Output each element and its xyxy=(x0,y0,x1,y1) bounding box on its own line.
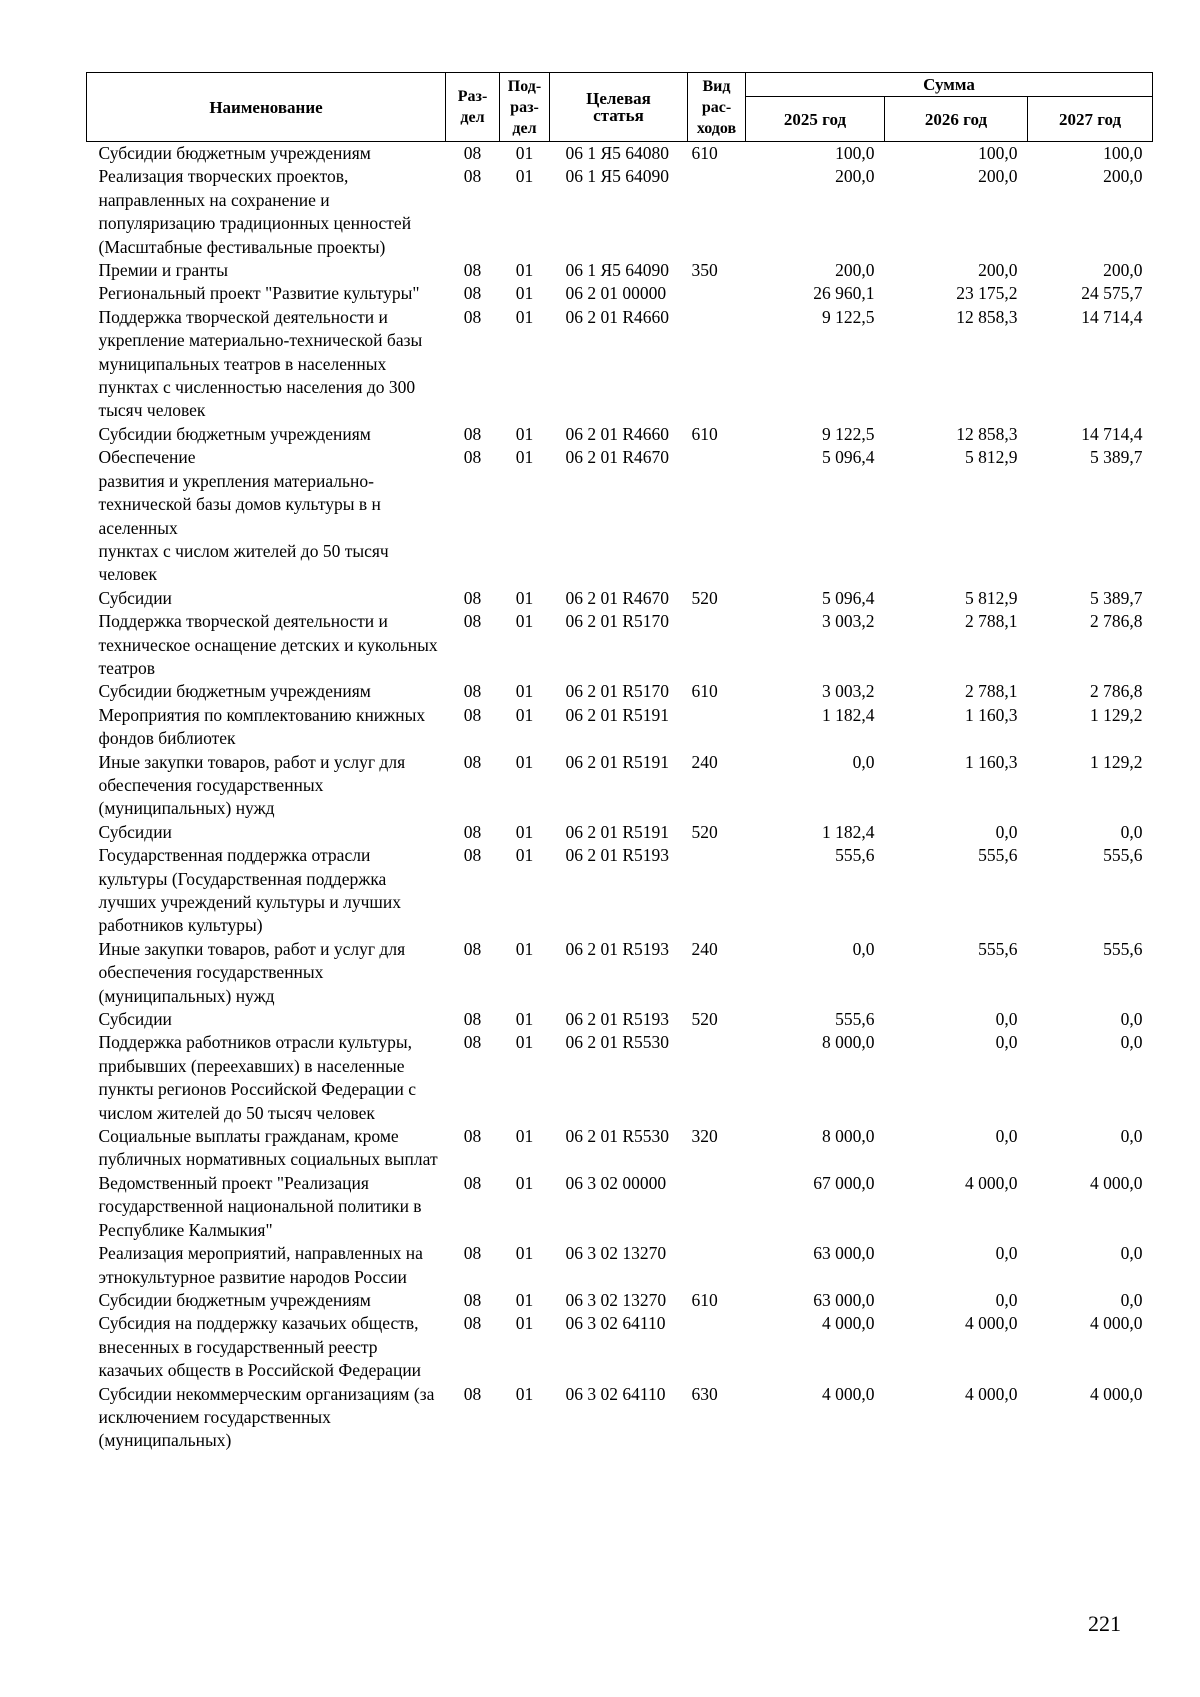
row-name-cell xyxy=(87,1383,446,1453)
row-name-line: Субсидии бюджетным учреждениям xyxy=(98,1289,371,1310)
amount-2025-cell: 100,0 xyxy=(835,143,875,163)
amount-2025-cell: 9 122,5 xyxy=(822,423,875,444)
amount-2027-cell: 100,0 xyxy=(1103,143,1143,163)
podrazdel-cell: 01 xyxy=(515,821,534,842)
amount-2027-cell: 14 714,4 xyxy=(1081,306,1143,327)
amount-2027-cell: 2 786,8 xyxy=(1090,681,1143,702)
amount-2027-cell: 4 000,0 xyxy=(1090,1383,1143,1404)
row-name-cell xyxy=(87,587,446,610)
amount-2025-cell: 4 000,0 xyxy=(822,1383,875,1404)
vid-rashodov-cell: 610 xyxy=(691,681,718,702)
table-row xyxy=(87,1008,1153,1031)
razdel-cell: 08 xyxy=(463,143,482,163)
podrazdel-cell: 01 xyxy=(515,681,534,702)
row-name-cell xyxy=(87,423,446,446)
row-name-cell xyxy=(87,1125,446,1172)
amount-2025-cell: 63 000,0 xyxy=(813,1243,875,1264)
row-name-cell xyxy=(87,1008,446,1031)
amount-2026-cell: 0,0 xyxy=(995,1009,1018,1030)
razdel-cell: 08 xyxy=(463,611,482,632)
amount-2026-cell: 200,0 xyxy=(978,166,1018,187)
row-name-line: Премии и гранты xyxy=(98,260,229,281)
amount-2027-cell: 555,6 xyxy=(1103,845,1143,866)
amount-2025-cell: 0,0 xyxy=(852,751,875,772)
amount-2026-cell: 0,0 xyxy=(995,1032,1018,1053)
vid-rashodov-cell: 320 xyxy=(691,1126,718,1147)
razdel-cell: 08 xyxy=(463,1289,482,1310)
row-name-cell xyxy=(87,1172,446,1242)
celevaya-statya-cell: 06 2 01 R4670 xyxy=(565,587,670,608)
amount-2027-cell: 0,0 xyxy=(1120,1126,1143,1147)
amount-2025-cell: 555,6 xyxy=(835,845,875,866)
podrazdel-cell: 01 xyxy=(515,1243,534,1264)
celevaya-statya-cell: 06 2 01 R5170 xyxy=(565,681,670,702)
amount-2025-cell: 67 000,0 xyxy=(813,1172,875,1193)
table-row xyxy=(87,704,1153,751)
table-row xyxy=(87,142,1153,166)
razdel-cell: 08 xyxy=(463,260,482,281)
row-name-cell xyxy=(87,282,446,305)
celevaya-statya-cell: 06 2 01 R5191 xyxy=(565,751,670,772)
amount-2026-cell: 4 000,0 xyxy=(965,1383,1018,1404)
row-name-line: Субсидии некоммерческим организациям (за исключением государственных (муниципальных) xyxy=(98,1383,435,1451)
vid-rashodov-cell xyxy=(688,844,746,938)
header-year-2025: 2025 год xyxy=(746,97,885,142)
vid-rashodov-cell xyxy=(688,446,746,586)
vid-rashodov-cell: 520 xyxy=(691,1009,718,1030)
amount-2025-cell: 5 096,4 xyxy=(822,447,875,468)
razdel-cell: 08 xyxy=(463,821,482,842)
amount-2025-cell: 3 003,2 xyxy=(822,681,875,702)
vid-rashodov-cell: 520 xyxy=(691,587,718,608)
amount-2026-cell: 0,0 xyxy=(995,1126,1018,1147)
amount-2026-cell: 0,0 xyxy=(995,1243,1018,1264)
amount-2027-cell: 200,0 xyxy=(1103,260,1143,281)
amount-2027-cell: 4 000,0 xyxy=(1090,1172,1143,1193)
table-row xyxy=(87,1383,1153,1453)
row-name-line: Субсидии бюджетным учреждениям xyxy=(98,423,371,444)
celevaya-statya-cell: 06 2 01 R5170 xyxy=(565,611,670,632)
podrazdel-cell: 01 xyxy=(515,143,534,163)
row-name-cell xyxy=(87,306,446,423)
vid-rashodov-cell xyxy=(688,306,746,423)
amount-2027-cell: 0,0 xyxy=(1120,1032,1143,1053)
row-name-cell xyxy=(87,610,446,680)
amount-2026-cell: 5 812,9 xyxy=(965,447,1018,468)
vid-rashodov-cell xyxy=(688,1242,746,1289)
row-name-cell xyxy=(87,704,446,751)
table-row xyxy=(87,1172,1153,1242)
amount-2027-cell: 1 129,2 xyxy=(1090,751,1143,772)
celevaya-statya-cell: 06 2 01 R4670 xyxy=(565,447,670,468)
amount-2025-cell: 8 000,0 xyxy=(822,1126,875,1147)
table-row xyxy=(87,1312,1153,1382)
row-name-cell xyxy=(87,1312,446,1382)
row-name-line: Реализация мероприятий, направленных на этнокультурное развитие народов России xyxy=(98,1243,423,1287)
vid-rashodov-cell xyxy=(688,165,746,259)
row-name-line: Субсидии бюджетным учреждениям xyxy=(98,143,371,163)
amount-2026-cell: 555,6 xyxy=(978,845,1018,866)
header-year-2026: 2026 год xyxy=(885,97,1028,142)
amount-2026-cell: 23 175,2 xyxy=(956,283,1018,304)
amount-2025-cell: 3 003,2 xyxy=(822,611,875,632)
vid-rashodov-cell: 350 xyxy=(691,260,718,281)
razdel-cell: 08 xyxy=(463,283,482,304)
budget-table xyxy=(86,72,1153,1453)
row-name-line: Субсидии xyxy=(98,821,172,842)
podrazdel-cell: 01 xyxy=(515,423,534,444)
celevaya-statya-cell: 06 3 02 64110 xyxy=(565,1313,666,1334)
celevaya-statya-cell: 06 2 01 00000 xyxy=(565,283,667,304)
podrazdel-cell: 01 xyxy=(515,1313,534,1334)
amount-2027-cell: 0,0 xyxy=(1120,1009,1143,1030)
vid-rashodov-cell: 520 xyxy=(691,821,718,842)
table-row xyxy=(87,751,1153,821)
celevaya-statya-cell: 06 2 01 R5193 xyxy=(565,938,670,959)
amount-2025-cell: 555,6 xyxy=(835,1009,875,1030)
podrazdel-cell: 01 xyxy=(515,704,534,725)
header-celevaya-statya: Целевая статья xyxy=(550,73,688,142)
row-name-line: Поддержка творческой деятельности и техническое оснащение детских и кукольных театров xyxy=(98,611,438,678)
table-row xyxy=(87,587,1153,610)
row-name-cell xyxy=(87,446,446,586)
amount-2025-cell: 8 000,0 xyxy=(822,1032,875,1053)
row-name-line: человек xyxy=(98,564,157,585)
vid-rashodov-cell: 610 xyxy=(691,1289,718,1310)
table-row xyxy=(87,1031,1153,1125)
table-row xyxy=(87,938,1153,1008)
table-row xyxy=(87,423,1153,446)
podrazdel-cell: 01 xyxy=(515,751,534,772)
amount-2026-cell: 555,6 xyxy=(978,938,1018,959)
table-row xyxy=(87,1289,1153,1312)
amount-2026-cell: 12 858,3 xyxy=(956,306,1018,327)
table-row xyxy=(87,446,1153,586)
row-name-cell xyxy=(87,751,446,821)
row-name-cell xyxy=(87,844,446,938)
row-name-line: Обеспечение xyxy=(98,447,196,468)
row-name-cell xyxy=(87,259,446,282)
row-name-cell xyxy=(87,680,446,703)
amount-2027-cell: 1 129,2 xyxy=(1090,704,1143,725)
podrazdel-cell: 01 xyxy=(515,283,534,304)
amount-2027-cell: 0,0 xyxy=(1120,1243,1143,1264)
razdel-cell: 08 xyxy=(463,845,482,866)
amount-2026-cell: 2 788,1 xyxy=(965,681,1018,702)
row-name-line: Мероприятия по комплектованию книжных фондов библиотек xyxy=(98,704,426,749)
amount-2025-cell: 63 000,0 xyxy=(813,1289,875,1310)
razdel-cell: 08 xyxy=(463,447,482,468)
celevaya-statya-cell: 06 3 02 13270 xyxy=(565,1243,667,1264)
vid-rashodov-cell xyxy=(688,1312,746,1382)
podrazdel-cell: 01 xyxy=(515,938,534,959)
podrazdel-cell: 01 xyxy=(515,306,534,327)
amount-2027-cell: 0,0 xyxy=(1120,1289,1143,1310)
amount-2026-cell: 1 160,3 xyxy=(965,751,1018,772)
row-name-line: Субсидия на поддержку казачьих обществ, внесенных в государственный реестр казачьих обществ в Российской Федерации xyxy=(98,1313,422,1381)
row-name-cell xyxy=(87,165,446,259)
row-name-line: Иные закупки товаров, работ и услуг для обеспечения государственных (муниципальных) нужд xyxy=(98,751,406,819)
vid-rashodov-cell xyxy=(688,282,746,305)
header-podrazdel: Под- раз- дел xyxy=(500,73,550,142)
amount-2025-cell: 200,0 xyxy=(835,260,875,281)
amount-2027-cell: 24 575,7 xyxy=(1081,283,1143,304)
row-name-line: Поддержка работников отрасли культуры, прибывших (переехавших) в населенные пункты регионов Российской Федерации с числом жителей до 50 тысяч человек xyxy=(98,1032,417,1123)
table-row xyxy=(87,610,1153,680)
amount-2025-cell: 200,0 xyxy=(835,166,875,187)
celevaya-statya-cell: 06 2 01 R4660 xyxy=(565,306,670,327)
amount-2026-cell: 100,0 xyxy=(978,143,1018,163)
row-name-line: развития и укрепления материально-технической базы домов культуры в н аселенных xyxy=(98,470,381,538)
row-name-cell xyxy=(87,821,446,844)
amount-2027-cell: 5 389,7 xyxy=(1090,587,1143,608)
table-row xyxy=(87,1125,1153,1172)
razdel-cell: 08 xyxy=(463,1009,482,1030)
celevaya-statya-cell: 06 1 Я5 64080 xyxy=(565,143,670,163)
vid-rashodov-cell: 240 xyxy=(691,751,718,772)
celevaya-statya-cell: 06 3 02 00000 xyxy=(565,1172,667,1193)
table-row xyxy=(87,306,1153,423)
amount-2027-cell: 5 389,7 xyxy=(1090,447,1143,468)
amount-2026-cell: 5 812,9 xyxy=(965,587,1018,608)
row-name-cell xyxy=(87,1289,446,1312)
row-name-line: Региональный проект "Развитие культуры" xyxy=(98,283,420,304)
table-row xyxy=(87,844,1153,938)
celevaya-statya-cell: 06 2 01 R5193 xyxy=(565,845,670,866)
header-summa: Сумма xyxy=(746,73,1153,97)
vid-rashodov-cell xyxy=(688,610,746,680)
amount-2026-cell: 4 000,0 xyxy=(965,1172,1018,1193)
row-name-line: Реализация творческих проектов, направленных на сохранение и популяризацию традиционных ценностей (Масштабные фестивальные проекты) xyxy=(98,166,412,257)
amount-2026-cell: 1 160,3 xyxy=(965,704,1018,725)
razdel-cell: 08 xyxy=(463,751,482,772)
amount-2026-cell: 200,0 xyxy=(978,260,1018,281)
amount-2027-cell: 2 786,8 xyxy=(1090,611,1143,632)
celevaya-statya-cell: 06 2 01 R5193 xyxy=(565,1009,670,1030)
amount-2025-cell: 5 096,4 xyxy=(822,587,875,608)
celevaya-statya-cell: 06 1 Я5 64090 xyxy=(565,166,670,187)
celevaya-statya-cell: 06 3 02 64110 xyxy=(565,1383,666,1404)
celevaya-statya-cell: 06 2 01 R5191 xyxy=(565,821,670,842)
table-header xyxy=(87,73,1153,142)
razdel-cell: 08 xyxy=(463,587,482,608)
podrazdel-cell: 01 xyxy=(515,1009,534,1030)
table-row xyxy=(87,282,1153,305)
table-row xyxy=(87,1242,1153,1289)
podrazdel-cell: 01 xyxy=(515,611,534,632)
row-name-line: Субсидии xyxy=(98,587,172,608)
celevaya-statya-cell: 06 2 01 R5530 xyxy=(565,1032,670,1053)
table-row xyxy=(87,821,1153,844)
page-number: 221 xyxy=(1088,1611,1121,1636)
razdel-cell: 08 xyxy=(463,681,482,702)
razdel-cell: 08 xyxy=(463,938,482,959)
celevaya-statya-cell: 06 1 Я5 64090 xyxy=(565,260,670,281)
amount-2027-cell: 4 000,0 xyxy=(1090,1313,1143,1334)
amount-2025-cell: 4 000,0 xyxy=(822,1313,875,1334)
razdel-cell: 08 xyxy=(463,1126,482,1147)
amount-2026-cell: 2 788,1 xyxy=(965,611,1018,632)
table-row xyxy=(87,165,1153,259)
razdel-cell: 08 xyxy=(463,1243,482,1264)
amount-2026-cell: 4 000,0 xyxy=(965,1313,1018,1334)
podrazdel-cell: 01 xyxy=(515,166,534,187)
row-name-line: Социальные выплаты гражданам, кроме публичных нормативных социальных выплат xyxy=(98,1126,438,1170)
celevaya-statya-cell: 06 2 01 R4660 xyxy=(565,423,670,444)
budget-table-page xyxy=(86,72,1152,1453)
razdel-cell: 08 xyxy=(463,166,482,187)
row-name-line: Поддержка творческой деятельности и укрепление материально-технической базы муниципальных театров в населенных пунктах с численностью населения до 300 тысяч человек xyxy=(98,306,423,421)
amount-2025-cell: 0,0 xyxy=(852,938,875,959)
amount-2027-cell: 200,0 xyxy=(1103,166,1143,187)
amount-2025-cell: 26 960,1 xyxy=(813,283,875,304)
row-name-cell xyxy=(87,1031,446,1125)
podrazdel-cell: 01 xyxy=(515,447,534,468)
amount-2026-cell: 0,0 xyxy=(995,1289,1018,1310)
podrazdel-cell: 01 xyxy=(515,845,534,866)
razdel-cell: 08 xyxy=(463,1032,482,1053)
amount-2025-cell: 1 182,4 xyxy=(822,821,875,842)
row-name-line: Ведомственный проект "Реализация государственной национальной политики в Республике Калмыкия" xyxy=(98,1172,422,1240)
amount-2027-cell: 14 714,4 xyxy=(1081,423,1143,444)
podrazdel-cell: 01 xyxy=(515,260,534,281)
header-vid-rashodov: Вид рас- ходов xyxy=(688,73,746,142)
celevaya-statya-cell: 06 2 01 R5530 xyxy=(565,1126,670,1147)
vid-rashodov-cell: 630 xyxy=(691,1383,718,1404)
celevaya-statya-cell: 06 2 01 R5191 xyxy=(565,704,670,725)
amount-2026-cell: 12 858,3 xyxy=(956,423,1018,444)
razdel-cell: 08 xyxy=(463,704,482,725)
row-name-cell xyxy=(87,142,446,166)
podrazdel-cell: 01 xyxy=(515,1289,534,1310)
amount-2025-cell: 1 182,4 xyxy=(822,704,875,725)
podrazdel-cell: 01 xyxy=(515,1126,534,1147)
amount-2027-cell: 555,6 xyxy=(1103,938,1143,959)
header-razdel: Раз- дел xyxy=(446,73,500,142)
vid-rashodov-cell: 240 xyxy=(691,938,718,959)
vid-rashodov-cell xyxy=(688,1031,746,1125)
vid-rashodov-cell: 610 xyxy=(691,423,718,444)
amount-2026-cell: 0,0 xyxy=(995,821,1018,842)
razdel-cell: 08 xyxy=(463,1172,482,1193)
razdel-cell: 08 xyxy=(463,306,482,327)
vid-rashodov-cell xyxy=(688,704,746,751)
amount-2027-cell: 0,0 xyxy=(1120,821,1143,842)
celevaya-statya-cell: 06 3 02 13270 xyxy=(565,1289,667,1310)
row-name-line: Субсидии xyxy=(98,1009,172,1030)
row-name-cell xyxy=(87,938,446,1008)
razdel-cell: 08 xyxy=(463,1313,482,1334)
header-year-2027: 2027 год xyxy=(1028,97,1153,142)
podrazdel-cell: 01 xyxy=(515,587,534,608)
vid-rashodov-cell xyxy=(688,1172,746,1242)
razdel-cell: 08 xyxy=(463,1383,482,1404)
podrazdel-cell: 01 xyxy=(515,1032,534,1053)
header-name: Наименование xyxy=(87,73,446,142)
row-name-line: Субсидии бюджетным учреждениям xyxy=(98,681,371,702)
row-name-line: Государственная поддержка отрасли культуры (Государственная поддержка лучших учреждений культуры и лучших работников культуры) xyxy=(98,845,401,936)
table-body xyxy=(87,142,1153,1453)
row-name-line: Иные закупки товаров, работ и услуг для обеспечения государственных (муниципальных) нужд xyxy=(98,938,406,1006)
row-name-line: пунктах с числом жителей до 50 тысяч xyxy=(98,540,389,561)
razdel-cell: 08 xyxy=(463,423,482,444)
podrazdel-cell: 01 xyxy=(515,1383,534,1404)
amount-2025-cell: 9 122,5 xyxy=(822,306,875,327)
table-row xyxy=(87,259,1153,282)
row-name-cell xyxy=(87,1242,446,1289)
vid-rashodov-cell: 610 xyxy=(691,143,718,163)
podrazdel-cell: 01 xyxy=(515,1172,534,1193)
table-row xyxy=(87,680,1153,703)
